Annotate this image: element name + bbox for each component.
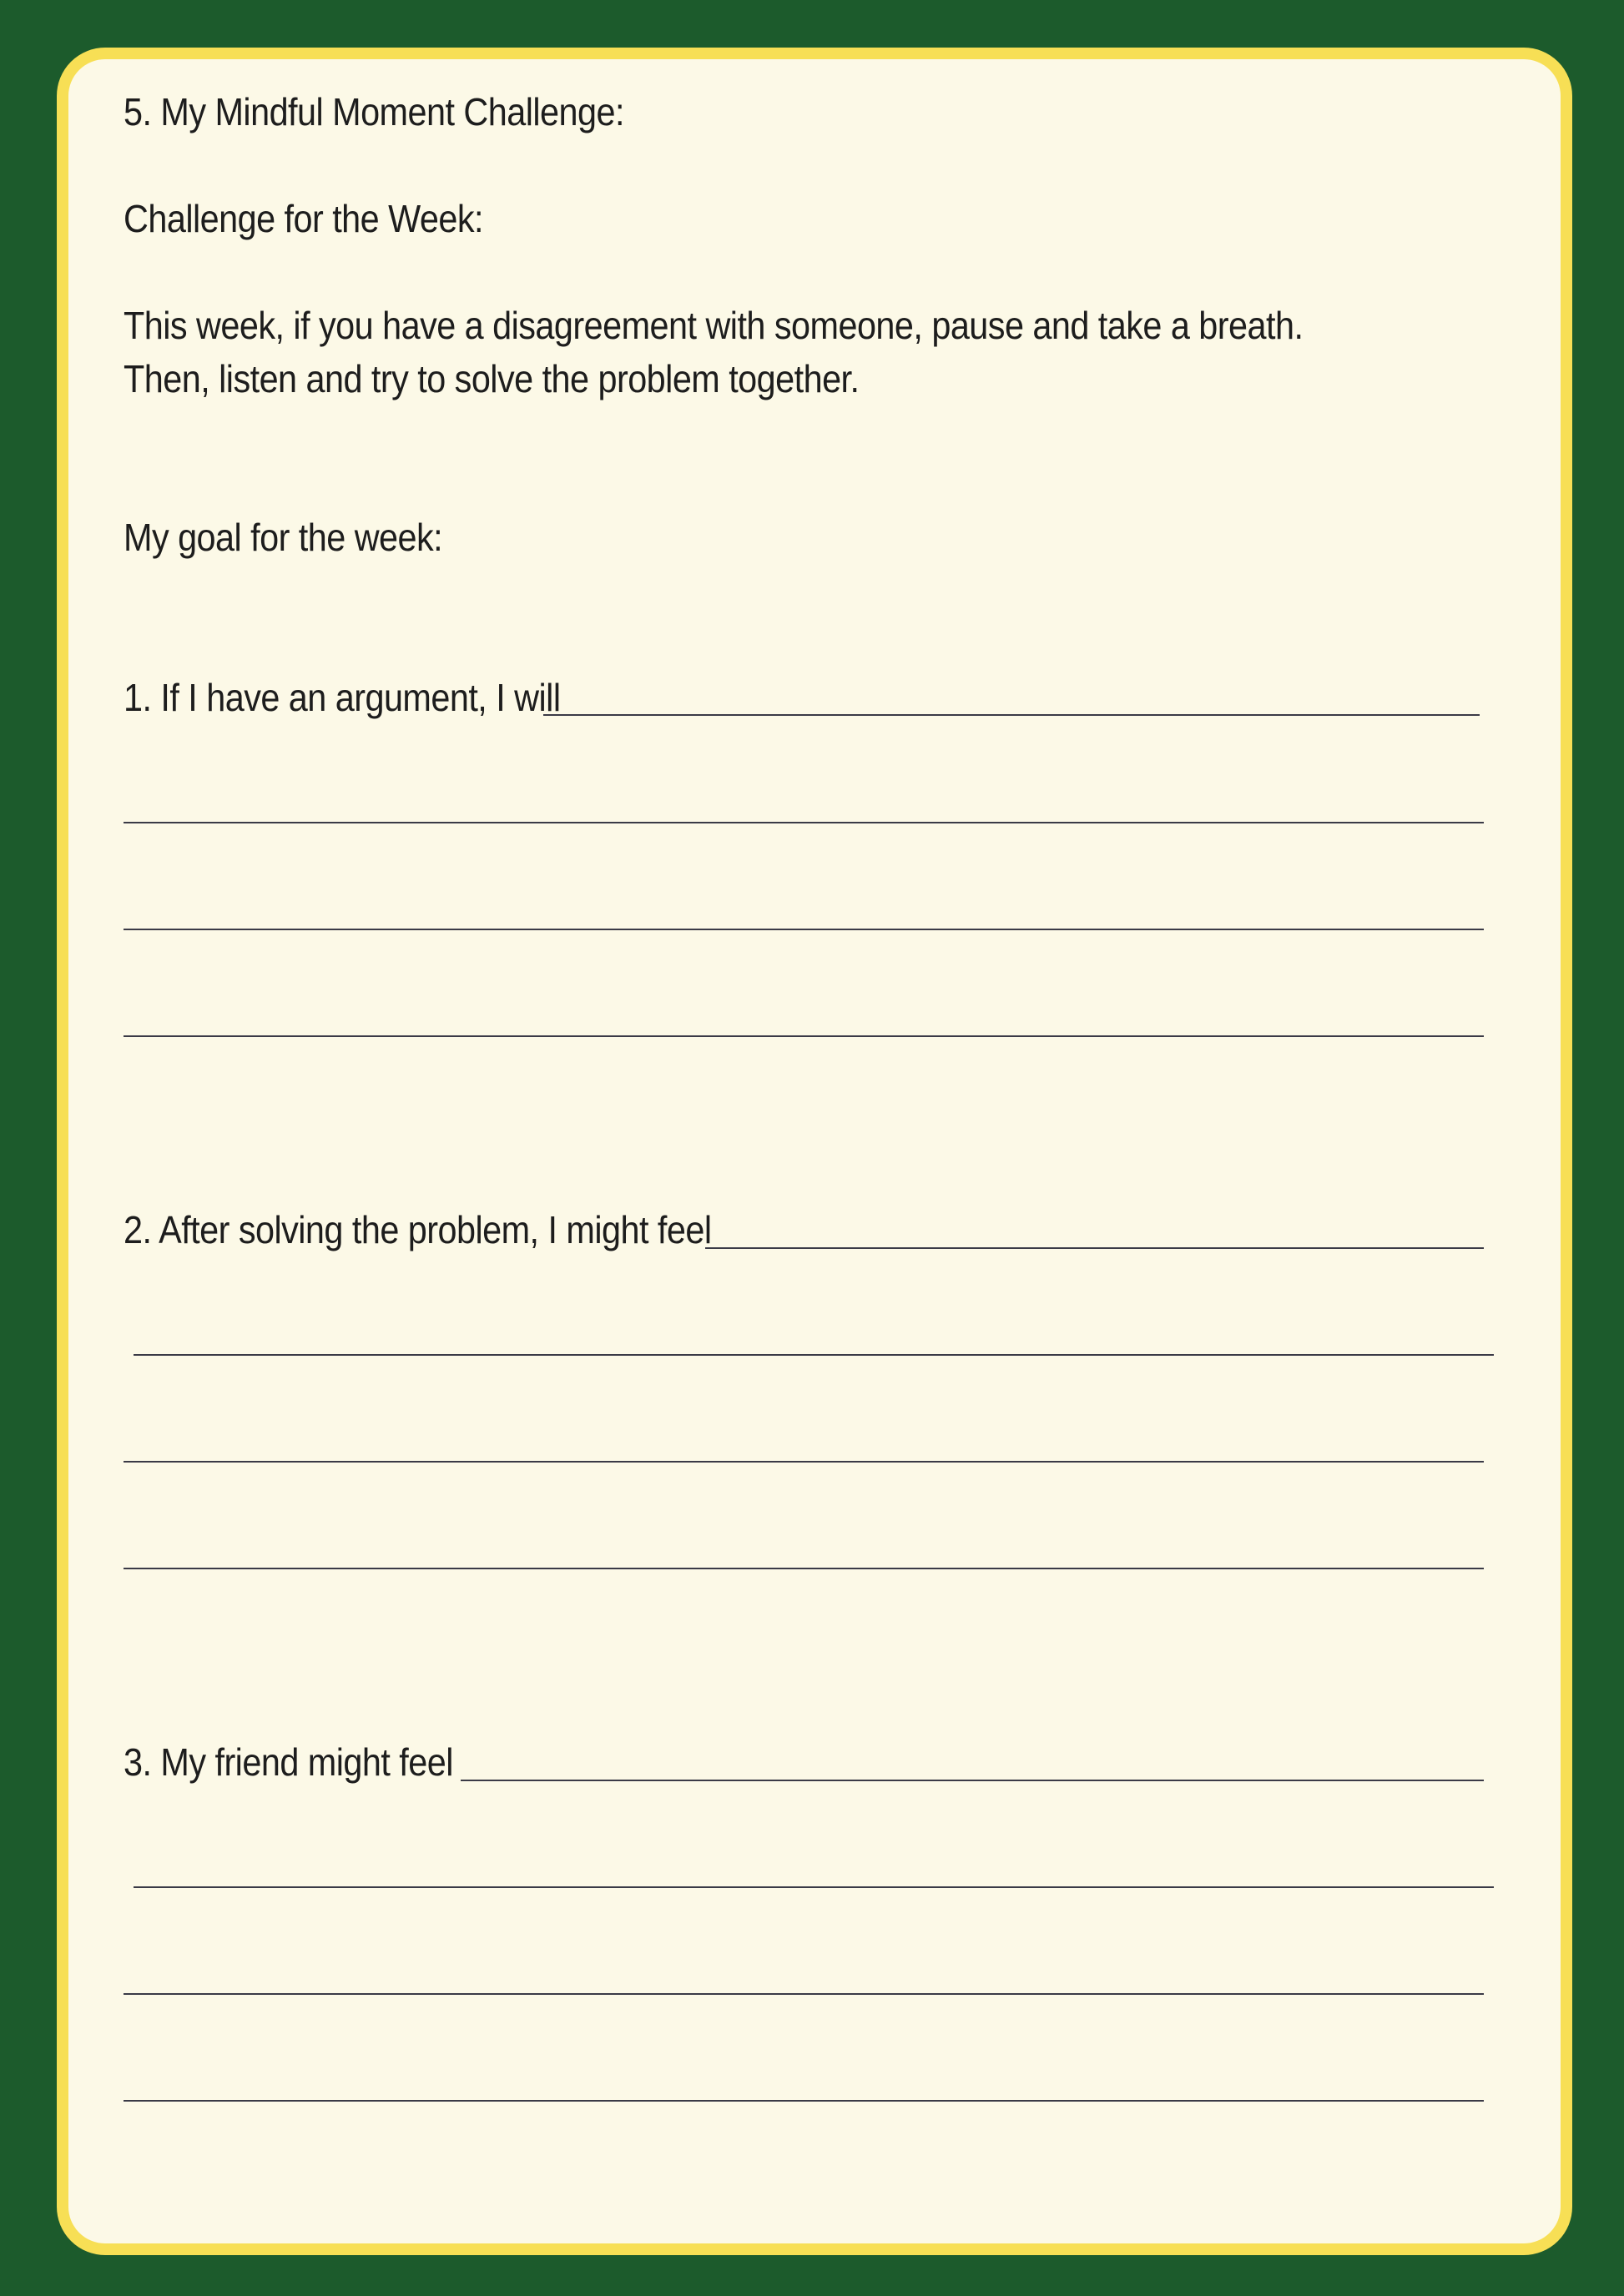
worksheet-heading: 5. My Mindful Moment Challenge: bbox=[124, 90, 624, 133]
challenge-label: Challenge for the Week: bbox=[124, 197, 483, 240]
prompt-2-answer-line[interactable] bbox=[705, 1247, 1484, 1249]
prompt-3-answer-line[interactable] bbox=[461, 1780, 1484, 1781]
prompt-2-answer-line[interactable] bbox=[134, 1354, 1494, 1356]
prompt-3-answer-line[interactable] bbox=[134, 1886, 1494, 1888]
prompt-1-answer-line[interactable] bbox=[124, 929, 1484, 930]
prompt-1-text: 1. If I have an argument, I will bbox=[124, 676, 561, 719]
prompt-2-text: 2. After solving the problem, I might feel bbox=[124, 1208, 712, 1251]
goal-label: My goal for the week: bbox=[124, 516, 443, 559]
prompt-2-answer-line[interactable] bbox=[124, 1461, 1484, 1463]
prompt-3-answer-line[interactable] bbox=[124, 2100, 1484, 2102]
prompt-2-answer-line[interactable] bbox=[124, 1568, 1484, 1569]
prompt-3-text: 3. My friend might feel bbox=[124, 1740, 453, 1784]
prompt-1-answer-line[interactable] bbox=[124, 1035, 1484, 1037]
prompt-3-answer-line[interactable] bbox=[124, 1993, 1484, 1995]
prompt-1-answer-line[interactable] bbox=[543, 714, 1480, 716]
challenge-text-line-1: This week, if you have a disagreement with someone, pause and take a breath. bbox=[124, 304, 1304, 347]
prompt-1-answer-line[interactable] bbox=[124, 822, 1484, 823]
challenge-text-line-2: Then, listen and try to solve the problem together. bbox=[124, 357, 860, 400]
